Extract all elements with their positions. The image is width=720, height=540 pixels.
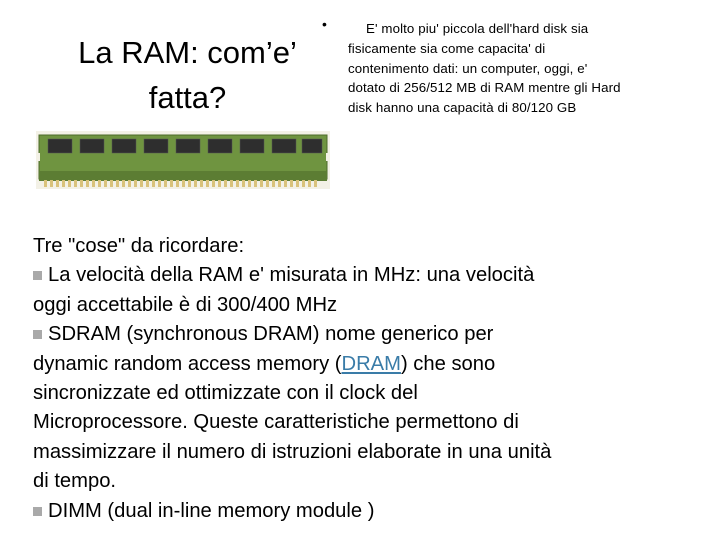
bullet-square-icon	[33, 507, 42, 516]
title-line-2: fatta?	[148, 80, 227, 115]
body-intro: Tre "cose" da ricordare:	[33, 235, 245, 257]
ram-module-image	[36, 131, 330, 189]
list-item-sdram: SDRAM (synchronous DRAM) nome generico per	[33, 320, 713, 349]
side-note	[348, 19, 708, 118]
list-item-sdram-cont: sincronizzate ed ottimizzate con il clock del	[33, 382, 418, 405]
bullet-square-icon	[33, 330, 42, 339]
list-item-sdram-cont: Microprocessore. Queste caratteristiche permettono di	[33, 411, 519, 434]
side-note-line-2: fisicamente sia come capacita' di	[348, 40, 546, 56]
list-item-dimm: DIMM (dual in-line memory module )	[33, 497, 713, 526]
list-item-sdram-cont: di tempo.	[33, 470, 117, 493]
title-line-1: La RAM: com’e’	[78, 35, 297, 70]
slide-title	[40, 30, 335, 120]
side-note-bullet: •	[322, 16, 327, 32]
side-note-line-5: disk hanno una capacità di 80/120 GB	[348, 100, 577, 116]
list-item-ram-speed: La velocità della RAM e' misurata in MHz: una velocità	[33, 261, 713, 290]
list-item-sdram-cont: dynamic random access memory (DRAM) che sono	[33, 352, 496, 375]
side-note-line-3: contenimento dati: un computer, oggi, e'	[348, 60, 588, 76]
side-note-line-4: dotato di 256/512 MB di RAM mentre gli Hard	[348, 80, 621, 96]
list-item-ram-speed-cont: oggi accettabile è di 300/400 MHz	[33, 293, 338, 316]
bullet-square-icon	[33, 271, 42, 280]
side-note-line-1: E' molto piu' piccola dell'hard disk sia	[366, 21, 589, 36]
slide-body	[33, 232, 713, 526]
dram-link[interactable]: DRAM	[341, 352, 401, 375]
list-item-sdram-cont: massimizzare il numero di istruzioni elaborate in una unità	[33, 440, 552, 463]
